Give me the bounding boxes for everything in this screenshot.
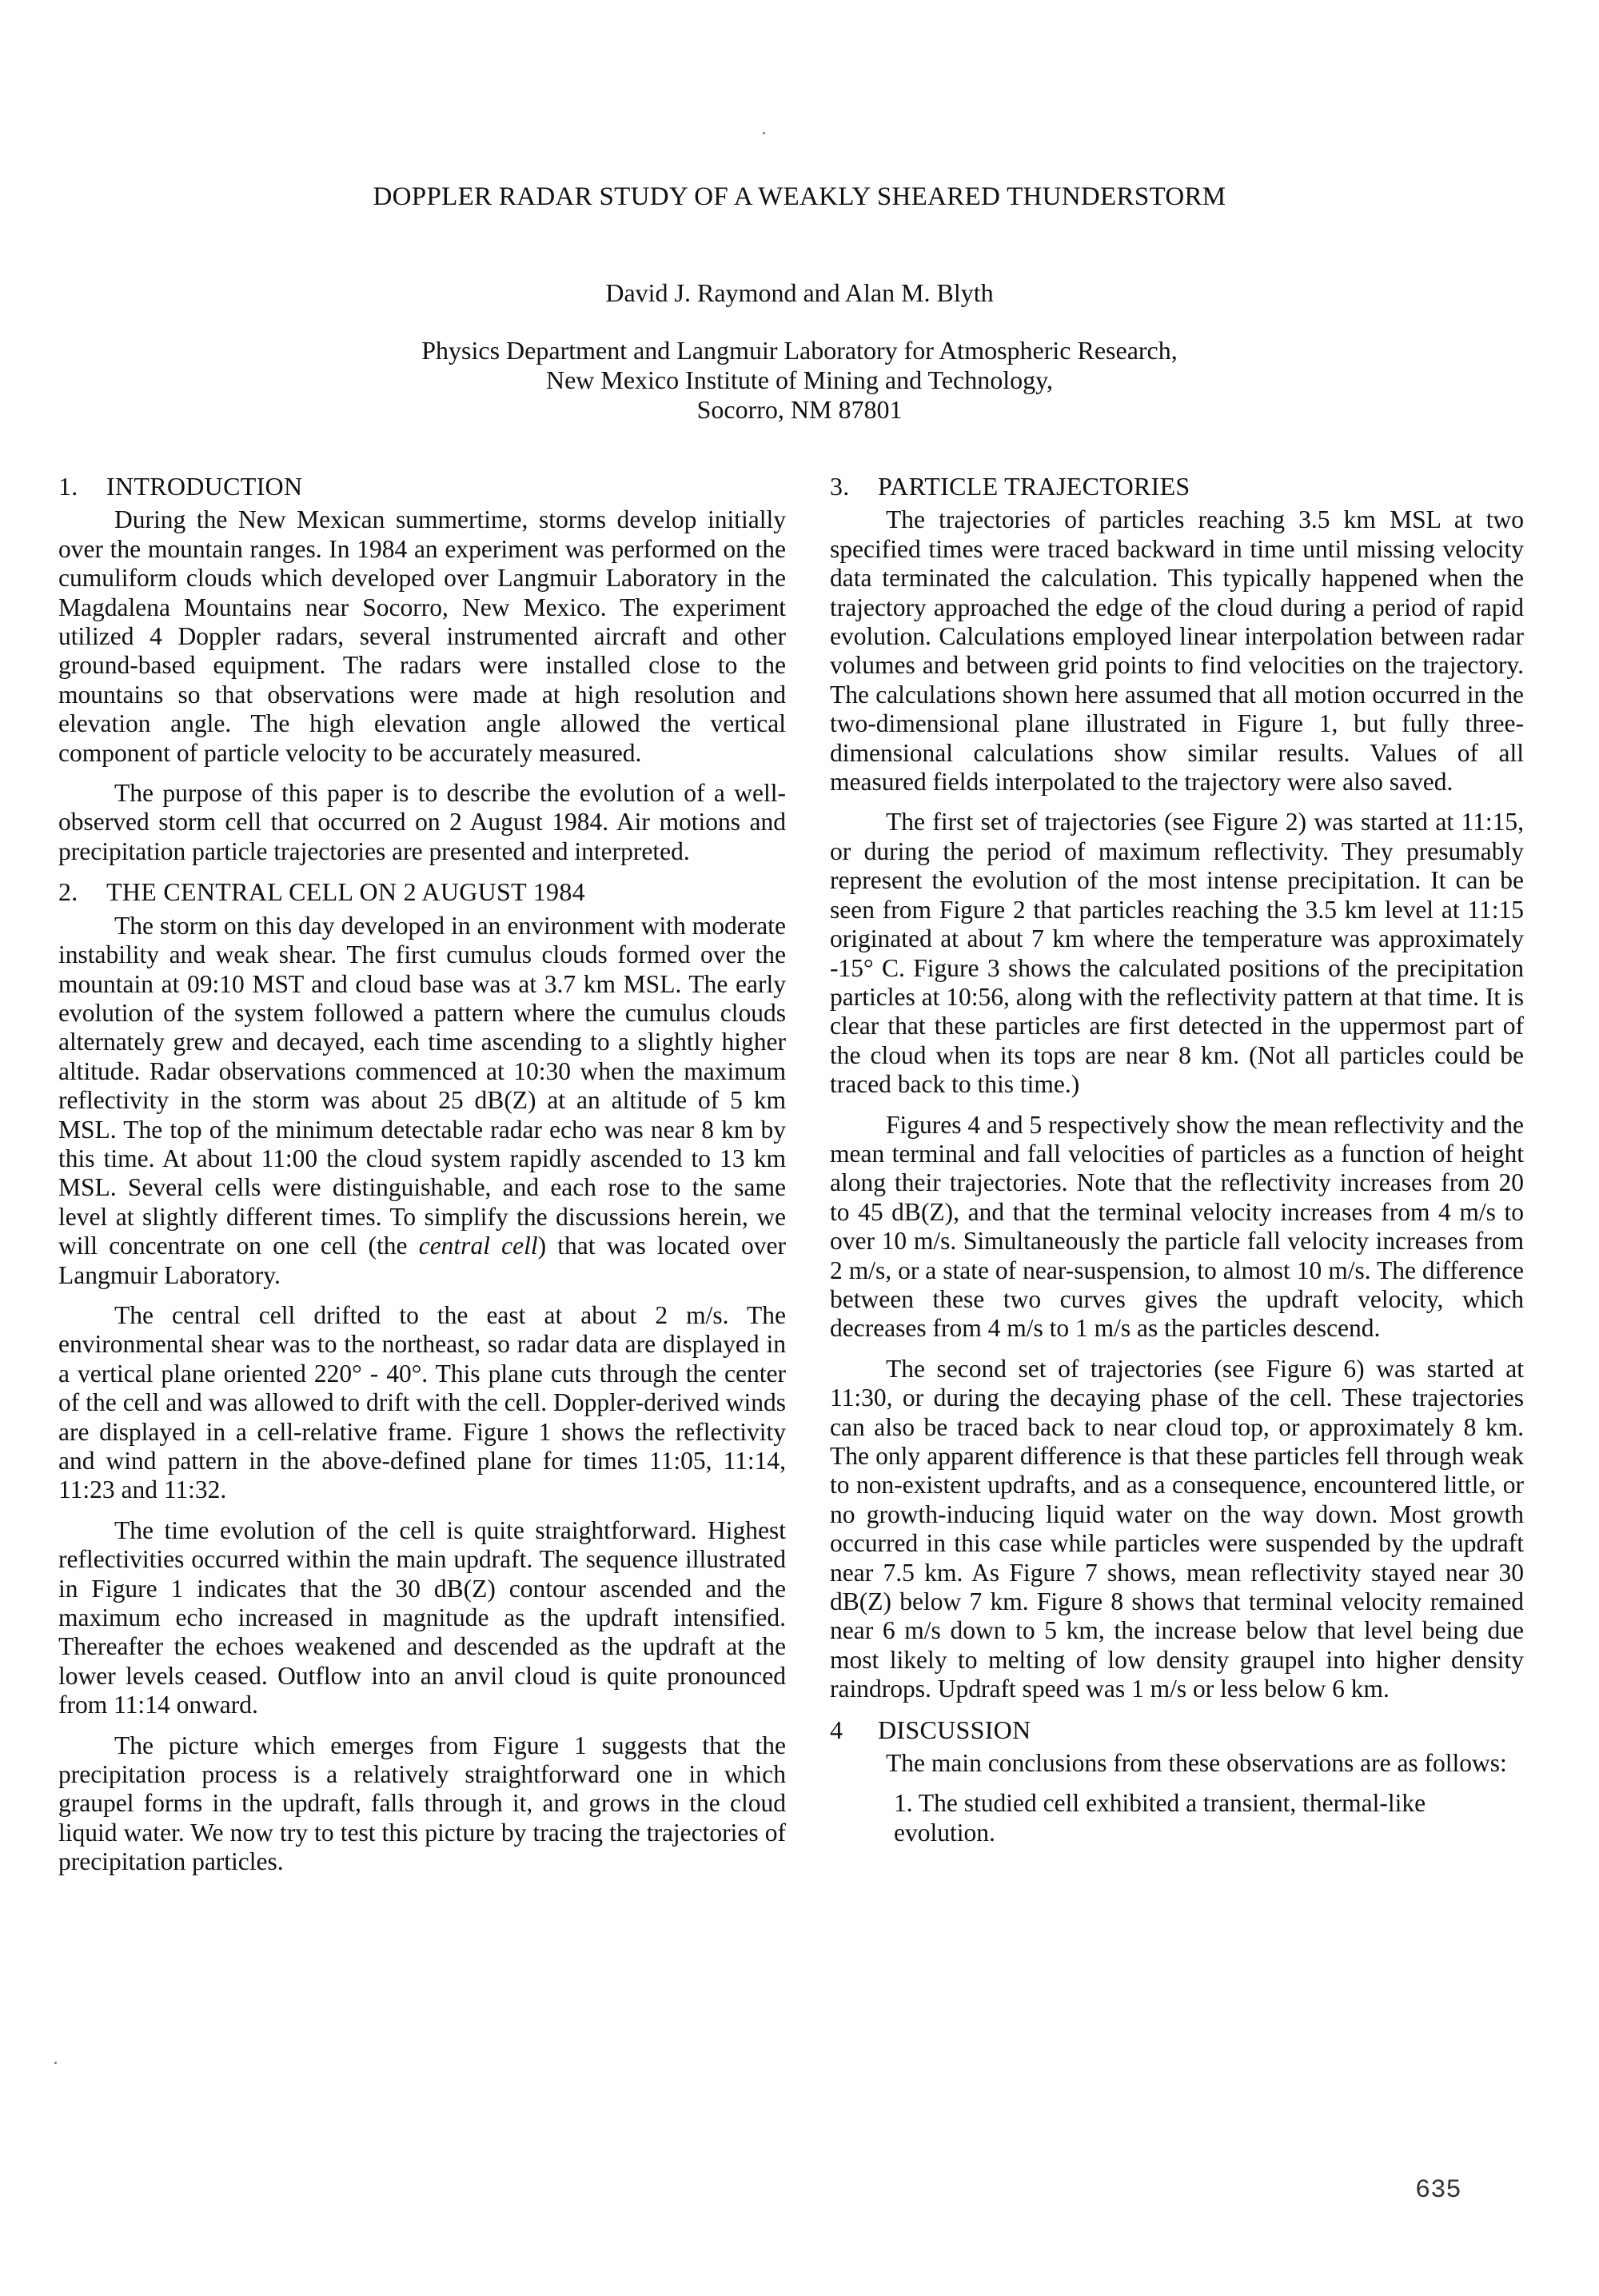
paragraph: The trajectories of particles reaching 3.5 km MSL at two specified times were traced backward in time until missing velocity data terminated the calculation. This typically happened when the trajectory approached the edge of the cloud during a period of rapid evolution. Calculations employed linear interpolation between radar volumes and between grid points to find velocities on the trajectory. The calculations shown here assumed that all motion occurred in the two-dimensional plane illustrated in Figure 1, but fully three-dimensional calculations show similar results. Values of all measured fields interpolated to the trajectory were also saved. [830, 505, 1524, 797]
section-heading-particle-trajectories [830, 472, 1524, 501]
affiliation-line: Socorro, NM 87801 [696, 395, 903, 424]
left-column [58, 472, 786, 1888]
paragraph: The central cell drifted to the east at about 2 m/s. The environmental shear was to the northeast, so radar data are displayed in a vertical plane oriented 220° - 40°. This plane cuts through the center of the cell and was allowed to drift with the cell. Doppler-derived winds are displayed in a cell-relative frame. Figure 1 shows the reflectivity and wind pattern in the above-defined plane for times 11:05, 11:14, 11:23 and 11:32. [58, 1300, 786, 1504]
affiliation-line: New Mexico Institute of Mining and Technology, [545, 365, 1054, 394]
section-title: DISCUSSION [878, 1715, 1031, 1744]
paragraph: The main conclusions from these observations are as follows: [886, 1749, 1507, 1778]
paragraph-text: The storm on this day developed in an environment with moderate instability and weak shear. The first cumulus clouds formed over the mountain at 09:10 MST and cloud base was at 3.7 km MSL. The early evolution of the system followed a pattern where the cumulus clouds alternately grew and decayed, each time ascending to a slightly higher altitude. Radar observations commenced at 10:30 when the maximum reflectivity in the storm was about 25 dB(Z) at an altitude of 5 km MSL. The top of the minimum detectable radar echo was near 8 km by this time. At about 11:00 the cloud system rapidly ascended to 13 km MSL. Several cells were distinguishable, and each rose to the same level at slightly different times. To simplify the discussions herein, we will concentrate on one cell (the [58, 911, 786, 1260]
paragraph: The first set of trajectories (see Figure 2) was started at 11:15, or during the period of maximum reflectivity. They presumably represent the evolution of the most intense precipitation. It can be seen from Figure 2 that particles reaching the 3.5 km level at 11:15 originated at about 7 km where the temperature was approximately -15° C. Figure 3 shows the calculated positions of the precipitation particles at 10:56, along with the reflectivity pattern at that time. It is clear that these particles are first detected in the uppermost part of the cloud when its tops are near 8 km. (Not all particles could be traced back to this time.) [830, 808, 1524, 1099]
authors: David J. Raymond and Alan M. Blyth [605, 278, 994, 307]
section-number: 2. [58, 877, 78, 907]
affiliation [0, 336, 1599, 425]
paragraph: During the New Mexican summertime, storms develop initially over the mountain ranges. In 1984 an experiment was performed on the cumuliform clouds which developed over Langmuir Laboratory in the Magdalena Mountains near Socorro, New Mexico. The experiment utilized 4 Doppler radars, several instrumented aircraft and other ground-based equipment. The radars were installed close to the mountains so that observations were made at high resolution and elevation angle. The high elevation angle allowed the vertical component of particle velocity to be accurately measured. [58, 505, 786, 767]
section-number: 1. [58, 472, 78, 501]
section-number: 3. [830, 472, 850, 501]
paragraph: The picture which emerges from Figure 1 suggests that the precipitation process is a relatively straightforward one in which graupel forms in the updraft, falls through it, and grows in the cloud liquid water. We now try to test this picture by tracing the trajectories of precipitation particles. [58, 1731, 786, 1876]
section-title: PARTICLE TRAJECTORIES [878, 472, 1190, 501]
scan-speck [763, 132, 765, 134]
page-number: 635 [1415, 2175, 1461, 2205]
scan-speck [54, 2062, 57, 2064]
paragraph: Figures 4 and 5 respectively show the mean reflectivity and the mean terminal and fall velocities of particles as a function of height along their trajectories. Note that the reflectivity increases from 20 to 45 dB(Z), and that the terminal velocity increases from 4 m/s to over 10 m/s. Simultaneously the particle fall velocity increases from 2 m/s, or a state of near-suspension, to almost 10 m/s. The difference between these two curves gives the updraft velocity, which decreases from 4 m/s to 1 m/s as the particles descend. [830, 1110, 1524, 1343]
section-heading-discussion [830, 1715, 1524, 1744]
paragraph: The time evolution of the cell is quite straightforward. Highest reflectivities occurred within the main updraft. The sequence illustrated in Figure 1 indicates that the 30 dB(Z) contour ascended and the maximum echo increased in magnitude as the updraft intensified. Thereafter the echoes weakened and descended as the updraft at the lower levels ceased. Outflow into an anvil cloud is quite pronounced from 11:14 onward. [58, 1515, 786, 1719]
section-heading-central-cell [58, 877, 786, 906]
section-number: 4 [830, 1715, 843, 1744]
right-column [830, 472, 1524, 1859]
paragraph-text: ) that was located over Langmuir Laboratory. [58, 1232, 786, 1289]
paragraph: The second set of trajectories (see Figure 6) was started at 11:30, or during the decaying phase of the cell. These trajectories can also be traced back to near cloud top, or approximately 8 km. The only apparent difference is that these particles fell through weak to non-existent updrafts, and as a consequence, encountered little, or no growth-inducing liquid water on the way down. Most growth occurred in this case while particles were suspended by the updraft near 7.5 km. As Figure 7 shows, mean reflectivity stayed near 30 dB(Z) below 7 km. Figure 8 shows that terminal velocity remained near 6 m/s down to 5 km, the increase below that level being due most likely to melting of low density graupel into higher density raindrops. Updraft speed was 1 m/s or less below 6 km. [830, 1354, 1524, 1703]
paragraph: The purpose of this paper is to describe the evolution of a well-observed storm cell that occurred on 2 August 1984. Air motions and precipitation particle trajectories are presented and interpreted. [58, 779, 786, 865]
affiliation-line: Physics Department and Langmuir Laboratory for Atmospheric Research, [421, 336, 1178, 365]
section-heading-introduction [58, 472, 786, 501]
list-item: 1. The studied cell exhibited a transient, thermal-like evolution. [894, 1789, 1426, 1847]
section-title: INTRODUCTION [106, 472, 303, 501]
paper-title: DOPPLER RADAR STUDY OF A WEAKLY SHEARED THUNDERSTORM [373, 182, 1226, 211]
emphasis-central-cell: central cell [418, 1232, 538, 1260]
paragraph [58, 912, 786, 1290]
section-title: THE CENTRAL CELL ON 2 AUGUST 1984 [106, 877, 585, 907]
